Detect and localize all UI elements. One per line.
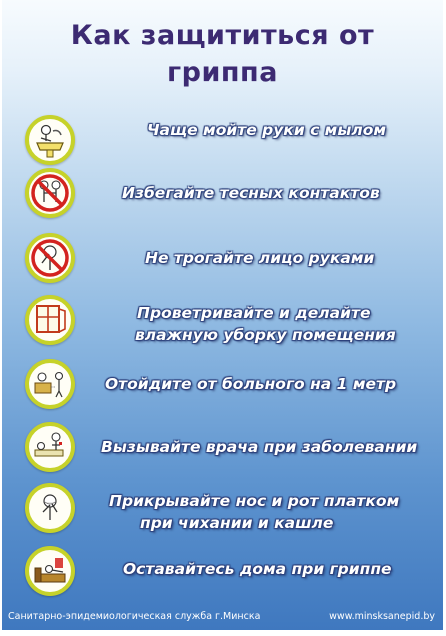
sneeze-icon — [25, 483, 75, 533]
handwashing-icon — [25, 115, 75, 165]
organization-name: Санитарно-эпидемиологическая служба г.Минска — [8, 611, 261, 622]
doctor-call-icon — [25, 422, 75, 472]
no-contact-icon — [25, 168, 75, 218]
stay-home-icon — [25, 546, 75, 596]
tip-label: Отойдите от больного на 1 метр — [105, 375, 397, 393]
tip-label-line-1: Прикрывайте нос и рот платком — [109, 492, 400, 510]
tip-label: Чаще мойте руки с мылом — [147, 121, 387, 139]
distance-icon — [25, 359, 75, 409]
tip-call-doctor — [2, 417, 443, 477]
tip-label: Не трогайте лицо руками — [145, 249, 375, 267]
tip-wash-hands — [2, 110, 443, 170]
tip-avoid-contacts — [2, 163, 443, 223]
tip-ventilate — [2, 290, 443, 350]
tip-stay-home — [2, 541, 443, 601]
tip-label-line-1: Проветривайте и делайте — [137, 304, 371, 322]
tip-no-face-touch — [2, 228, 443, 288]
website-link[interactable]: www.minsksanepid.by — [329, 611, 435, 622]
tip-label-line-2: при чихании и кашле — [140, 514, 334, 532]
flu-prevention-poster — [2, 0, 443, 630]
tip-keep-distance — [2, 354, 443, 414]
tip-label: Вызывайте врача при заболевании — [101, 438, 418, 456]
tip-label-line-2: влажную уборку помещения — [135, 326, 396, 344]
no-face-touch-icon — [25, 233, 75, 283]
tip-cover-sneeze — [2, 478, 443, 538]
tip-label: Оставайтесь дома при гриппе — [123, 560, 392, 578]
poster-title-line-2: гриппа — [167, 57, 278, 88]
window-ventilation-icon — [25, 295, 75, 345]
poster-title-line-1: Как защититься от — [70, 20, 375, 51]
tip-label: Избегайте тесных контактов — [122, 184, 380, 202]
